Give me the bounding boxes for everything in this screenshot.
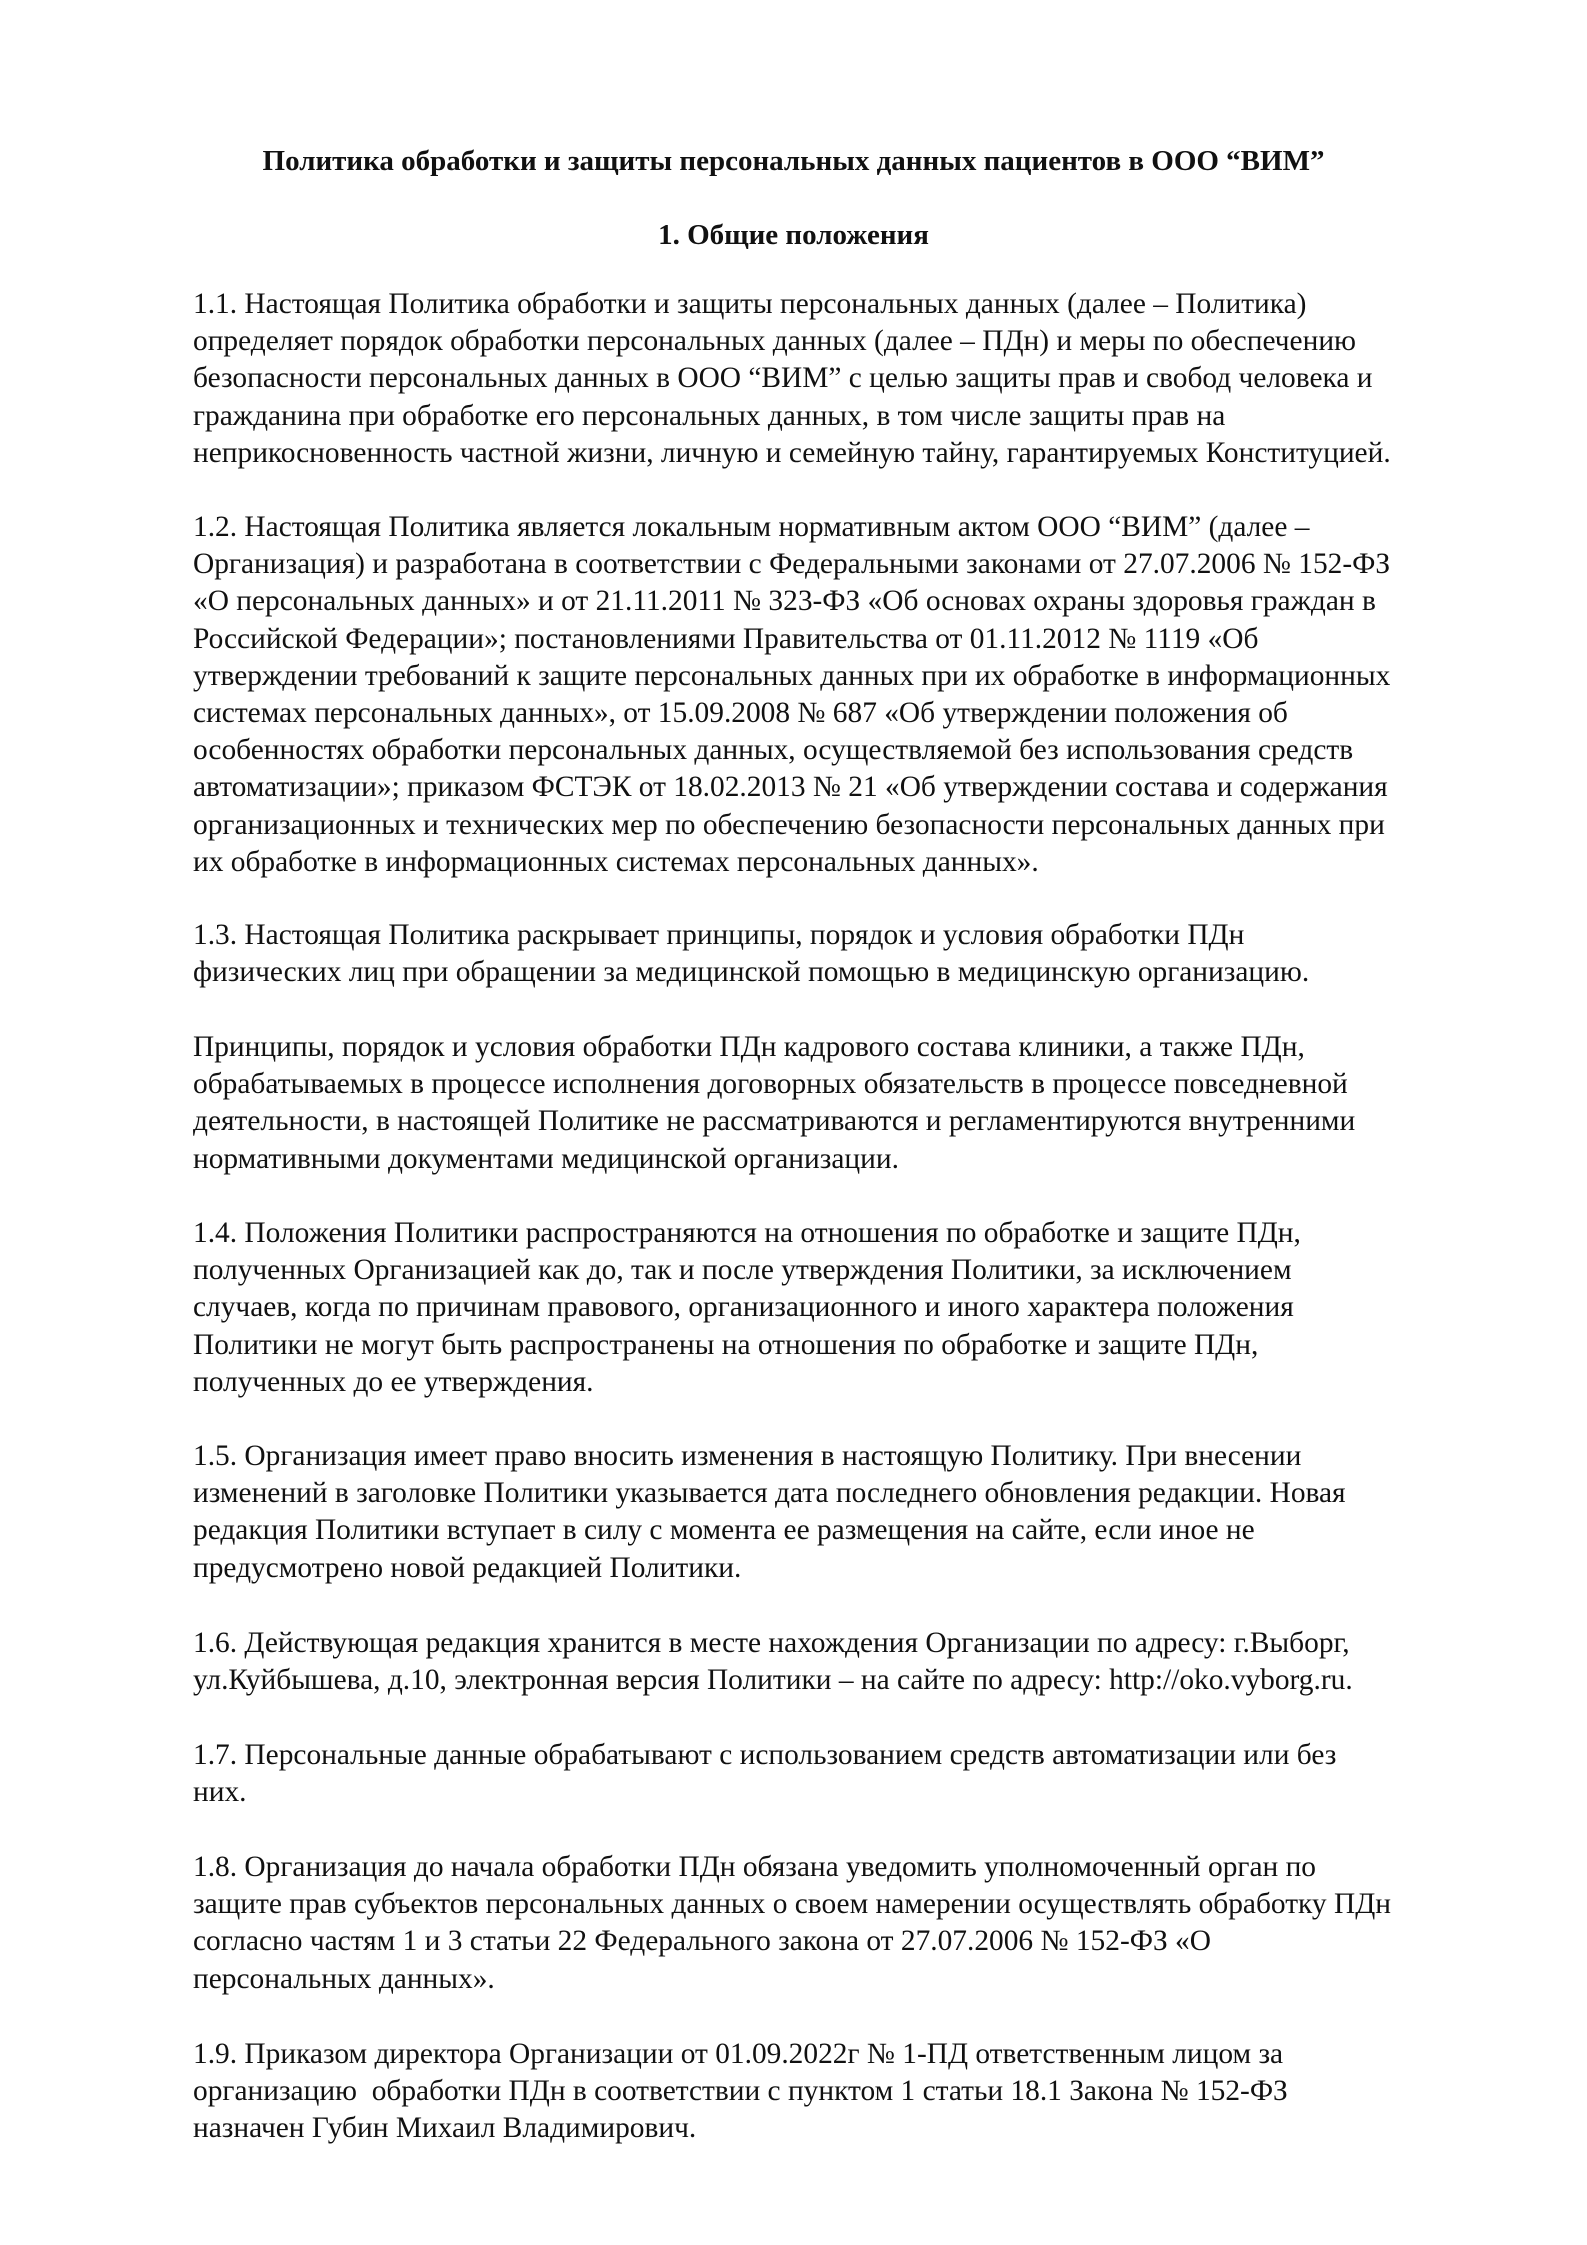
text-line: 1.8. Организация до начала обработки ПДн обязана уведомить уполномоченный орган по [193,1851,1316,1883]
text-line: случаев, когда по причинам правового, организационного и иного характера положения [193,1291,1294,1324]
text-line: 1.7. Персональные данные обрабатывают с использованием средств автоматизации или без [193,1739,1337,1771]
text-line: системах персональных данных», от 15.09.2008 № 687 «Об утверждении положения об [193,697,1288,730]
text-line: утверждении требований к защите персональных данных при их обработке в информационных [193,659,1391,692]
paragraph-principles [193,1029,1513,1178]
text-line: неприкосновенность частной жизни, личную и семейную тайну, гарантируемых Конституцией. [193,436,1391,469]
text-line: деятельности, в настоящей Политике не рассматриваются и регламентируются внутренними [193,1105,1356,1138]
text-line: 1.3. Настоящая Политика раскрывает принципы, порядок и условия обработки ПДн [193,919,1245,951]
paragraph-1-7 [193,1737,1513,1811]
text-line: гражданина при обработке его персональных данных, в том числе защиты прав на [193,399,1226,432]
text-line: 1.5. Организация имеет право вносить изменения в настоящую Политику. При внесении [193,1440,1302,1472]
text-line: их обработке в информационных системах персональных данных». [193,845,1039,878]
text-line: них. [193,1776,247,1809]
paragraph-1-2 [193,509,1513,881]
text-line: полученных до ее утверждения. [193,1365,594,1398]
text-line: защите прав субъектов персональных данных о своем намерении осуществлять обработку ПДн [193,1888,1391,1921]
text-line: согласно частям 1 и 3 статьи 22 Федерального закона от 27.07.2006 № 152-ФЗ «О [193,1925,1211,1958]
text-line: полученных Организацией как до, так и после утверждения Политики, за исключением [193,1254,1292,1287]
text-line: особенностях обработки персональных данных, осуществляемой без использования средств [193,734,1354,767]
text-line: 1.2. Настоящая Политика является локальным нормативным актом ООО “ВИМ” (далее – [193,511,1310,543]
text-line: Принципы, порядок и условия обработки ПДн кадрового состава клиники, а также ПДн, [193,1031,1305,1063]
text-line: 1.6. Действующая редакция хранится в месте нахождения Организации по адресу: г.Выборг, [193,1627,1350,1659]
section-heading: 1. Общие положения [658,219,929,251]
text-line: определяет порядок обработки персональных данных (далее – ПДн) и меры по обеспечению [193,325,1357,358]
paragraph-1-9 [193,2036,1513,2148]
text-line: 1.1. Настоящая Политика обработки и защиты персональных данных (далее – Политика) [193,288,1307,320]
paragraph-1-4 [193,1215,1513,1401]
text-line: организационных и технических мер по обеспечению безопасности персональных данных при [193,808,1385,841]
paragraph-1-5 [193,1438,1513,1587]
text-line: изменений в заголовке Политики указывается дата последнего обновления редакции. Новая [193,1477,1346,1510]
paragraph-1-1 [193,286,1513,472]
text-line: персональных данных». [193,1962,495,1995]
paragraph-1-3 [193,917,1513,991]
text-line: Российской Федерации»; постановлениями Правительства от 01.11.2012 № 1119 «Об [193,622,1259,655]
text-line: назначен Губин Михаил Владимирович. [193,2112,697,2145]
text-line: «О персональных данных» и от 21.11.2011 № 323-ФЗ «Об основах охраны здоровья граждан в [193,585,1376,618]
paragraph-1-6 [193,1625,1513,1699]
text-line: редакция Политики вступает в силу с момента ее размещения на сайте, если иное не [193,1514,1255,1547]
text-line: Политики не могут быть распространены на отношения по обработке и защите ПДн, [193,1328,1259,1361]
text-line: предусмотрено новой редакцией Политики. [193,1551,742,1584]
text-line: Организация) и разработана в соответствии с Федеральными законами от 27.07.2006 № 152-ФЗ [193,548,1391,581]
text-line: организацию обработки ПДн в соответствии с пунктом 1 статьи 18.1 Закона № 152-ФЗ [193,2075,1288,2108]
text-line: безопасности персональных данных в ООО “ВИМ” с целью защиты прав и свобод человека и [193,362,1373,395]
text-line: физических лиц при обращении за медицинской помощью в медицинскую организацию. [193,956,1310,989]
text-line: 1.9. Приказом директора Организации от 01.09.2022г № 1-ПД ответственным лицом за [193,2038,1284,2070]
text-line: нормативными документами медицинской организации. [193,1142,899,1175]
text-line: обрабатываемых в процессе исполнения договорных обязательств в процессе повседневной [193,1068,1348,1101]
document-title: Политика обработки и защиты персональных данных пациентов в ООО “ВИМ” [262,145,1325,177]
paragraph-1-8 [193,1849,1513,1998]
text-line: ул.Куйбышева, д.10, электронная версия Политики – на сайте по адресу: http://oko.vyborg.ru. [193,1664,1353,1697]
text-line: автоматизации»; приказом ФСТЭК от 18.02.2013 № 21 «Об утверждении состава и содержания [193,771,1388,804]
text-line: 1.4. Положения Политики распространяются на отношения по обработке и защите ПДн, [193,1217,1301,1249]
